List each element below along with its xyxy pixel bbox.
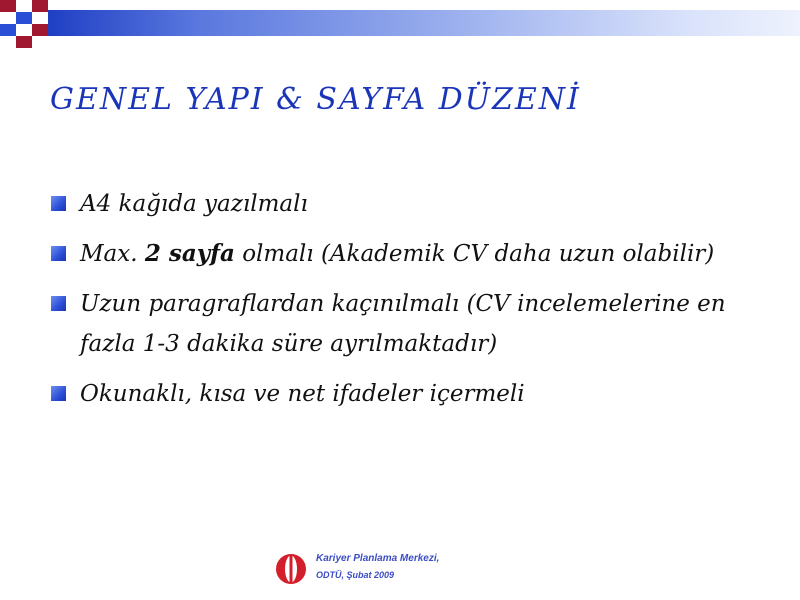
slide-title: GENEL YAPI & SAYFA DÜZENİ	[50, 82, 581, 117]
footer-line-2: ODTÜ, Şubat 2009	[316, 570, 395, 580]
checker-cell	[16, 36, 32, 48]
footer-text	[316, 550, 439, 584]
checker-cell	[16, 12, 32, 24]
bullet-item	[50, 234, 750, 274]
square-bullet-icon	[51, 246, 66, 261]
bullet-item	[50, 374, 750, 414]
bullet-text: Max.	[80, 241, 145, 267]
checker-cell	[32, 0, 48, 12]
square-bullet-icon	[51, 196, 66, 211]
odtu-logo-icon	[274, 552, 308, 586]
bullet-item	[50, 184, 750, 224]
bullet-text: Uzun paragraflardan kaçınılmalı (CV incelemelerine en fazla 1-3 dakika süre ayrılmaktadır)	[80, 291, 726, 357]
footer-line-1: Kariyer Planlama Merkezi,	[316, 553, 440, 564]
bullet-text: A4 kağıda yazılmalı	[80, 191, 308, 217]
header-gradient-band	[48, 10, 800, 36]
bullet-text: Okunaklı, kısa ve net ifadeler içermeli	[80, 381, 525, 407]
footer	[274, 548, 504, 588]
square-bullet-icon	[51, 386, 66, 401]
square-bullet-icon	[51, 296, 66, 311]
bullet-text: olmalı (Akademik CV daha uzun olabilir)	[234, 241, 715, 267]
bullet-text-bold: 2 sayfa	[144, 240, 235, 267]
bullet-list	[50, 184, 750, 424]
bullet-item	[50, 284, 750, 364]
checker-cell	[32, 24, 48, 36]
checker-cell	[0, 24, 16, 36]
checker-cell	[0, 0, 16, 12]
